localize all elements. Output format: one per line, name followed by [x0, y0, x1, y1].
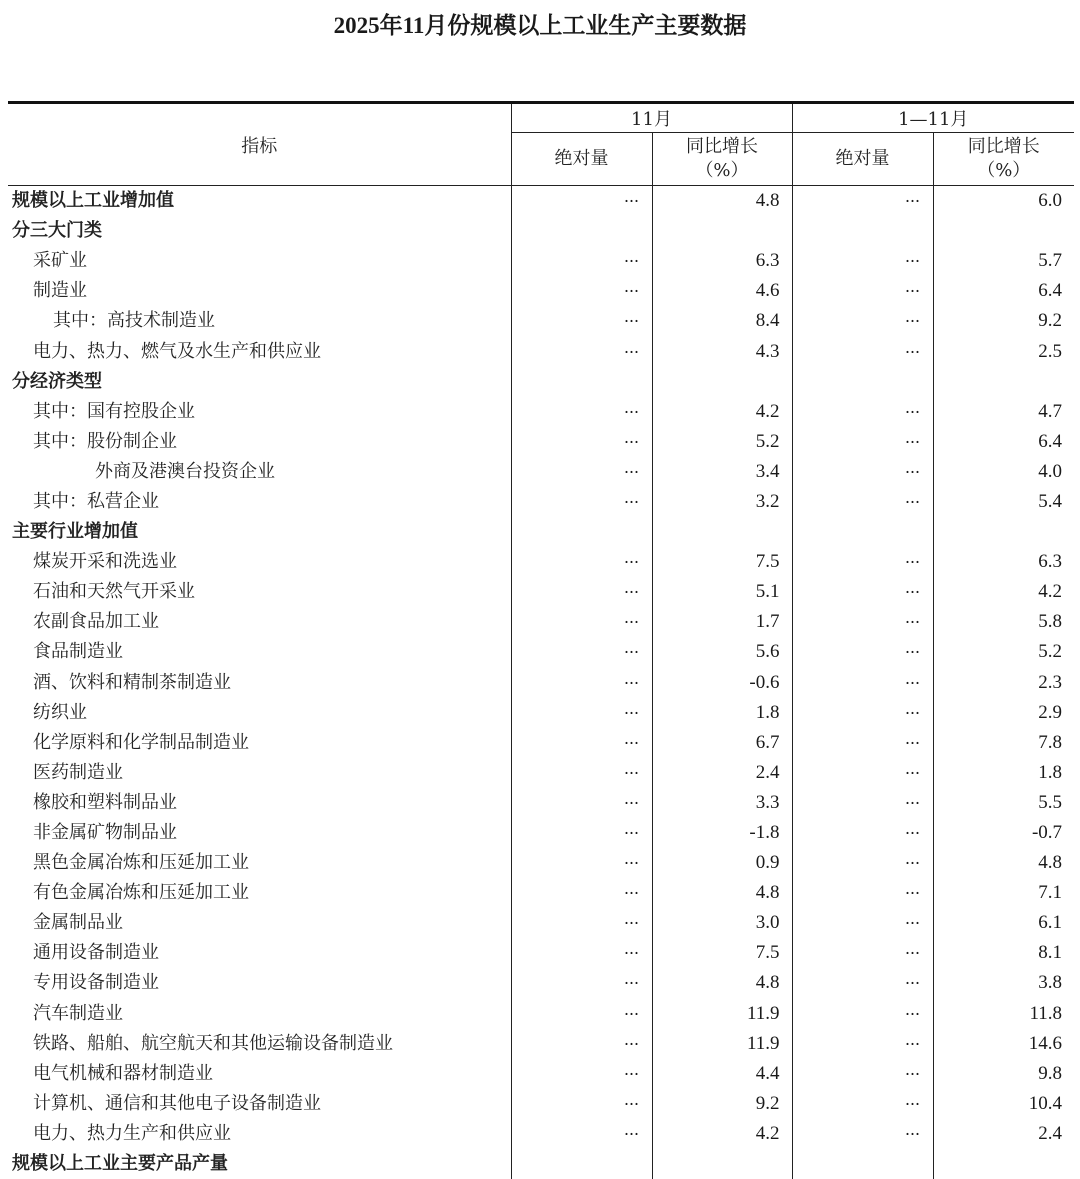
header-yoy-jan-nov: 同比增长 （%）: [933, 133, 1074, 186]
table-row: [8, 968, 1074, 998]
table-row: [8, 637, 1074, 667]
row-label: 化学原料和化学制品制造业: [8, 728, 511, 758]
header-absolute-jan-nov: 绝对量: [792, 133, 933, 186]
table-section-row: [8, 517, 1074, 547]
november-absolute: ···: [511, 577, 652, 607]
cumulative-absolute: ···: [792, 848, 933, 878]
cumulative-yoy-growth: [933, 216, 1074, 246]
table-section-row: [8, 367, 1074, 397]
cumulative-yoy-growth: 6.4: [933, 276, 1074, 306]
cumulative-yoy-growth: 11.8: [933, 999, 1074, 1029]
november-yoy-growth: 4.8: [652, 878, 792, 908]
november-absolute: ···: [511, 848, 652, 878]
cumulative-yoy-growth: 1.8: [933, 758, 1074, 788]
november-yoy-growth: 11.9: [652, 1029, 792, 1059]
table-row: [8, 1089, 1074, 1119]
cumulative-yoy-growth: 4.8: [933, 848, 1074, 878]
november-yoy-growth: [652, 1149, 792, 1179]
cumulative-absolute: ···: [792, 999, 933, 1029]
cumulative-absolute: ···: [792, 698, 933, 728]
row-label: 分三大门类: [8, 216, 511, 246]
table-header: [8, 103, 1074, 186]
cumulative-yoy-growth: 3.8: [933, 968, 1074, 998]
november-absolute: ···: [511, 306, 652, 336]
row-label: 汽车制造业: [8, 999, 511, 1029]
cumulative-yoy-growth: 14.6: [933, 1029, 1074, 1059]
november-absolute: ···: [511, 1119, 652, 1149]
table-row: [8, 758, 1074, 788]
table-row: [8, 878, 1074, 908]
cumulative-yoy-growth: 2.9: [933, 698, 1074, 728]
cumulative-yoy-growth: 2.4: [933, 1119, 1074, 1149]
cumulative-yoy-growth: 9.2: [933, 306, 1074, 336]
november-absolute: ···: [511, 276, 652, 306]
november-absolute: ···: [511, 457, 652, 487]
table-row: [8, 848, 1074, 878]
header-yoy-november: 同比增长 （%）: [652, 133, 792, 186]
november-yoy-growth: 4.2: [652, 397, 792, 427]
cumulative-absolute: ···: [792, 878, 933, 908]
table-row: [8, 938, 1074, 968]
cumulative-absolute: ···: [792, 637, 933, 667]
cumulative-absolute: [792, 517, 933, 547]
row-label: 橡胶和塑料制品业: [8, 788, 511, 818]
november-yoy-growth: 4.8: [652, 186, 792, 217]
row-label: 其中：高技术制造业: [8, 306, 511, 336]
cumulative-yoy-growth: 2.5: [933, 336, 1074, 366]
page-title: 2025年11月份规模以上工业生产主要数据: [0, 8, 1080, 44]
cumulative-absolute: [792, 367, 933, 397]
november-yoy-growth: 0.9: [652, 848, 792, 878]
november-absolute: ···: [511, 607, 652, 637]
november-yoy-growth: 4.6: [652, 276, 792, 306]
data-table-container: [8, 101, 1074, 1179]
cumulative-absolute: ···: [792, 607, 933, 637]
table-row: [8, 728, 1074, 758]
cumulative-absolute: ···: [792, 758, 933, 788]
november-yoy-growth: 8.4: [652, 306, 792, 336]
november-absolute: ···: [511, 487, 652, 517]
november-yoy-growth: 4.4: [652, 1059, 792, 1089]
november-absolute: ···: [511, 1089, 652, 1119]
november-absolute: ···: [511, 547, 652, 577]
november-absolute: ···: [511, 999, 652, 1029]
cumulative-yoy-growth: [933, 367, 1074, 397]
cumulative-yoy-growth: 5.8: [933, 607, 1074, 637]
cumulative-yoy-growth: 5.4: [933, 487, 1074, 517]
table-row: [8, 908, 1074, 938]
november-yoy-growth: 5.2: [652, 427, 792, 457]
cumulative-yoy-growth: [933, 517, 1074, 547]
november-yoy-growth: 6.3: [652, 246, 792, 276]
cumulative-absolute: ···: [792, 397, 933, 427]
row-label: 石油和天然气开采业: [8, 577, 511, 607]
cumulative-absolute: ···: [792, 336, 933, 366]
november-yoy-growth: 1.8: [652, 698, 792, 728]
november-yoy-growth: 3.4: [652, 457, 792, 487]
table-section-row: [8, 216, 1074, 246]
november-absolute: ···: [511, 427, 652, 457]
november-yoy-growth: -1.8: [652, 818, 792, 848]
row-label: 食品制造业: [8, 637, 511, 667]
november-absolute: [511, 1149, 652, 1179]
cumulative-yoy-growth: 7.1: [933, 878, 1074, 908]
cumulative-yoy-growth: 2.3: [933, 668, 1074, 698]
cumulative-yoy-growth: 4.0: [933, 457, 1074, 487]
cumulative-yoy-growth: 7.8: [933, 728, 1074, 758]
row-label: 酒、饮料和精制茶制造业: [8, 668, 511, 698]
table-body: [8, 186, 1074, 1179]
cumulative-absolute: ···: [792, 968, 933, 998]
cumulative-absolute: ···: [792, 276, 933, 306]
header-absolute-november: 绝对量: [511, 133, 652, 186]
row-label: 规模以上工业增加值: [8, 186, 511, 217]
row-label: 黑色金属冶炼和压延加工业: [8, 848, 511, 878]
table-row: [8, 246, 1074, 276]
november-yoy-growth: 3.0: [652, 908, 792, 938]
cumulative-absolute: ···: [792, 668, 933, 698]
table-row: [8, 336, 1074, 366]
table-row: [8, 1029, 1074, 1059]
november-absolute: ···: [511, 878, 652, 908]
november-absolute: ···: [511, 336, 652, 366]
november-absolute: ···: [511, 788, 652, 818]
table-row: [8, 607, 1074, 637]
november-yoy-growth: 1.7: [652, 607, 792, 637]
table-section-row: [8, 186, 1074, 217]
row-label: 有色金属冶炼和压延加工业: [8, 878, 511, 908]
row-label: 其中：股份制企业: [8, 427, 511, 457]
november-yoy-growth: 9.2: [652, 1089, 792, 1119]
row-label: 制造业: [8, 276, 511, 306]
table-row: [8, 577, 1074, 607]
november-absolute: ···: [511, 1029, 652, 1059]
cumulative-absolute: ···: [792, 1089, 933, 1119]
cumulative-yoy-growth: 6.0: [933, 186, 1074, 217]
cumulative-absolute: ···: [792, 1059, 933, 1089]
table-row: [8, 999, 1074, 1029]
november-yoy-growth: 4.8: [652, 968, 792, 998]
cumulative-absolute: ···: [792, 908, 933, 938]
november-absolute: ···: [511, 668, 652, 698]
row-label: 纺织业: [8, 698, 511, 728]
november-absolute: ···: [511, 818, 652, 848]
november-absolute: ···: [511, 698, 652, 728]
november-absolute: [511, 517, 652, 547]
cumulative-yoy-growth: 4.2: [933, 577, 1074, 607]
cumulative-absolute: ···: [792, 186, 933, 217]
november-yoy-growth: 4.2: [652, 1119, 792, 1149]
cumulative-absolute: ···: [792, 246, 933, 276]
cumulative-absolute: ···: [792, 788, 933, 818]
row-label: 电气机械和器材制造业: [8, 1059, 511, 1089]
november-absolute: ···: [511, 938, 652, 968]
cumulative-yoy-growth: 6.3: [933, 547, 1074, 577]
november-yoy-growth: 3.3: [652, 788, 792, 818]
cumulative-yoy-growth: [933, 1149, 1074, 1179]
table-row: [8, 698, 1074, 728]
november-yoy-growth: 6.7: [652, 728, 792, 758]
november-absolute: ···: [511, 758, 652, 788]
row-label: 外商及港澳台投资企业: [8, 457, 511, 487]
row-label: 非金属矿物制品业: [8, 818, 511, 848]
cumulative-yoy-growth: 5.7: [933, 246, 1074, 276]
row-label: 农副食品加工业: [8, 607, 511, 637]
cumulative-yoy-growth: 8.1: [933, 938, 1074, 968]
cumulative-yoy-growth: 4.7: [933, 397, 1074, 427]
november-absolute: ···: [511, 728, 652, 758]
table-row: [8, 547, 1074, 577]
november-yoy-growth: 7.5: [652, 547, 792, 577]
cumulative-absolute: ···: [792, 818, 933, 848]
row-label: 主要行业增加值: [8, 517, 511, 547]
cumulative-absolute: ···: [792, 547, 933, 577]
november-yoy-growth: 5.6: [652, 637, 792, 667]
table-row: [8, 397, 1074, 427]
november-absolute: ···: [511, 908, 652, 938]
cumulative-yoy-growth: 6.4: [933, 427, 1074, 457]
row-label: 分经济类型: [8, 367, 511, 397]
november-yoy-growth: [652, 517, 792, 547]
table-row: [8, 427, 1074, 457]
row-label: 金属制品业: [8, 908, 511, 938]
table-row: [8, 818, 1074, 848]
cumulative-yoy-growth: 5.5: [933, 788, 1074, 818]
november-absolute: ···: [511, 968, 652, 998]
cumulative-yoy-growth: 5.2: [933, 637, 1074, 667]
row-label: 铁路、船舶、航空航天和其他运输设备制造业: [8, 1029, 511, 1059]
row-label: 采矿业: [8, 246, 511, 276]
cumulative-absolute: ···: [792, 938, 933, 968]
row-label: 其中：私营企业: [8, 487, 511, 517]
cumulative-absolute: ···: [792, 306, 933, 336]
cumulative-absolute: ···: [792, 427, 933, 457]
november-yoy-growth: 3.2: [652, 487, 792, 517]
row-label: 计算机、通信和其他电子设备制造业: [8, 1089, 511, 1119]
row-label: 其中：国有控股企业: [8, 397, 511, 427]
row-label: 规模以上工业主要产品产量: [8, 1149, 511, 1179]
cumulative-absolute: [792, 1149, 933, 1179]
table-row: [8, 306, 1074, 336]
november-yoy-growth: 7.5: [652, 938, 792, 968]
november-yoy-growth: 4.3: [652, 336, 792, 366]
cumulative-yoy-growth: 10.4: [933, 1089, 1074, 1119]
november-absolute: ···: [511, 1059, 652, 1089]
table-row: [8, 668, 1074, 698]
row-label: 医药制造业: [8, 758, 511, 788]
header-period-november: 11月: [511, 103, 792, 133]
november-absolute: [511, 367, 652, 397]
cumulative-absolute: [792, 216, 933, 246]
november-yoy-growth: 5.1: [652, 577, 792, 607]
table-row: [8, 487, 1074, 517]
november-yoy-growth: [652, 216, 792, 246]
industrial-production-table: [8, 101, 1074, 1179]
cumulative-yoy-growth: 6.1: [933, 908, 1074, 938]
cumulative-absolute: ···: [792, 487, 933, 517]
cumulative-yoy-growth: -0.7: [933, 818, 1074, 848]
row-label: 专用设备制造业: [8, 968, 511, 998]
november-yoy-growth: 11.9: [652, 999, 792, 1029]
header-period-jan-nov: 1—11月: [792, 103, 1074, 133]
cumulative-absolute: ···: [792, 457, 933, 487]
table-row: [8, 788, 1074, 818]
table-row: [8, 1119, 1074, 1149]
table-row: [8, 457, 1074, 487]
november-absolute: ···: [511, 397, 652, 427]
cumulative-absolute: ···: [792, 728, 933, 758]
november-absolute: [511, 216, 652, 246]
row-label: 煤炭开采和洗选业: [8, 547, 511, 577]
header-indicator: 指标: [8, 103, 511, 186]
row-label: 通用设备制造业: [8, 938, 511, 968]
november-yoy-growth: [652, 367, 792, 397]
row-label: 电力、热力、燃气及水生产和供应业: [8, 336, 511, 366]
cumulative-absolute: ···: [792, 1119, 933, 1149]
november-absolute: ···: [511, 246, 652, 276]
table-row: [8, 276, 1074, 306]
november-yoy-growth: 2.4: [652, 758, 792, 788]
cumulative-yoy-growth: 9.8: [933, 1059, 1074, 1089]
table-section-row: [8, 1149, 1074, 1179]
november-yoy-growth: -0.6: [652, 668, 792, 698]
cumulative-absolute: ···: [792, 1029, 933, 1059]
table-row: [8, 1059, 1074, 1089]
november-absolute: ···: [511, 637, 652, 667]
row-label: 电力、热力生产和供应业: [8, 1119, 511, 1149]
cumulative-absolute: ···: [792, 577, 933, 607]
november-absolute: ···: [511, 186, 652, 217]
